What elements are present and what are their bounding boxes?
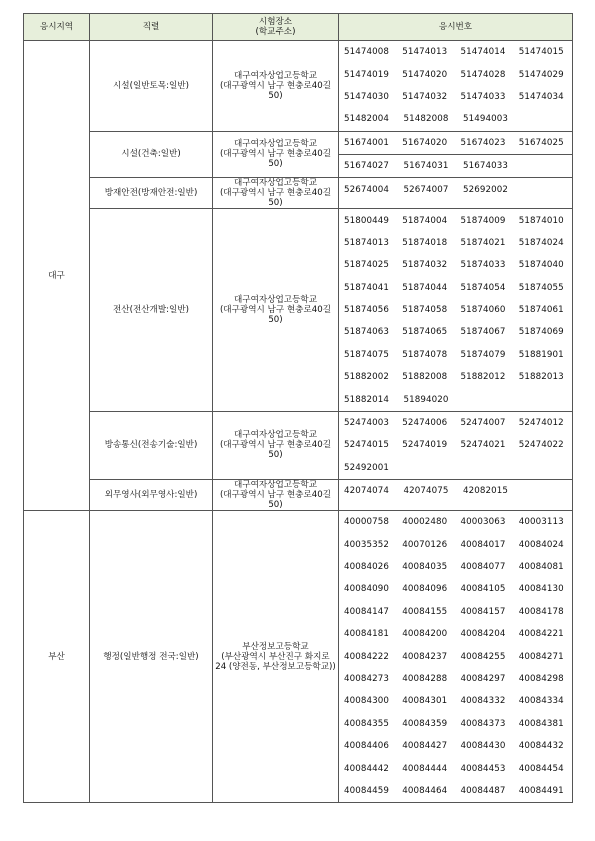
exam-number-row xyxy=(339,601,572,623)
exam-number-row xyxy=(339,254,572,276)
job-cell: 외무영사(외무영사:일반) xyxy=(90,480,213,511)
exam-number: 51474020 xyxy=(402,69,448,80)
exam-number: 40084221 xyxy=(518,629,564,640)
exam-number: 40003113 xyxy=(518,517,564,528)
exam-number: 51674033 xyxy=(463,161,509,172)
exam-number: 52674004 xyxy=(344,184,390,195)
exam-number: 42074075 xyxy=(403,486,449,497)
exam-number: 40084155 xyxy=(402,606,448,617)
header-venue: 시험장소 (학교주소) xyxy=(213,14,339,41)
exam-number-row xyxy=(339,277,572,299)
exam-number: 51882012 xyxy=(460,372,506,383)
exam-numbers-cell xyxy=(339,511,573,803)
exam-numbers-cell xyxy=(339,480,573,511)
exam-number-row xyxy=(339,511,572,533)
exam-number-row xyxy=(339,690,572,712)
exam-number: 52474006 xyxy=(402,418,448,429)
exam-number: 52474015 xyxy=(344,440,390,451)
exam-number: 51874067 xyxy=(460,327,506,338)
exam-number: 51674027 xyxy=(344,161,390,172)
exam-number-row xyxy=(339,232,572,254)
table-row xyxy=(24,41,573,132)
exam-number: 52474007 xyxy=(460,418,506,429)
venue-cell xyxy=(213,178,339,209)
exam-number: 51474029 xyxy=(518,69,564,80)
exam-number: 40084017 xyxy=(460,539,506,550)
exam-numbers-cell xyxy=(339,131,573,178)
exam-number: 51874025 xyxy=(344,260,390,271)
exam-number: 51474019 xyxy=(344,69,390,80)
exam-number: 40070126 xyxy=(402,539,448,550)
exam-number: 52692002 xyxy=(463,184,509,195)
exam-number: 51474015 xyxy=(518,47,564,58)
exam-number: 40000758 xyxy=(344,517,390,528)
exam-number: 51474034 xyxy=(518,91,564,102)
exam-number: 40084105 xyxy=(460,584,506,595)
exam-number: 51882002 xyxy=(344,372,390,383)
exam-number-row xyxy=(339,757,572,779)
exam-number: 51674031 xyxy=(403,161,449,172)
job-cell: 시설(건축:일반) xyxy=(90,131,213,178)
exam-number: 51874069 xyxy=(518,327,564,338)
exam-number: 40084381 xyxy=(518,718,564,729)
exam-number: 40084077 xyxy=(460,562,506,572)
exam-number: 51874013 xyxy=(344,237,390,248)
exam-number: 51874075 xyxy=(344,349,390,360)
exam-number: 51874010 xyxy=(518,215,564,226)
exam-venue-table xyxy=(23,13,573,803)
exam-number: 40084355 xyxy=(344,718,390,729)
exam-number: 51881901 xyxy=(518,349,564,360)
job-cell: 행정(일반행정 전국:일반) xyxy=(90,511,213,803)
exam-number: 40084096 xyxy=(402,584,448,595)
exam-number-row xyxy=(339,434,572,456)
job-cell: 시설(일반토목:일반) xyxy=(90,41,213,132)
exam-number: 51874041 xyxy=(344,282,390,293)
exam-number: 51874063 xyxy=(344,327,390,338)
exam-number: 40084464 xyxy=(402,785,448,796)
exam-number: 51882014 xyxy=(344,394,390,405)
exam-numbers-cell xyxy=(339,411,573,479)
exam-number-row xyxy=(339,366,572,388)
exam-number-row xyxy=(339,388,572,410)
exam-number: 40084081 xyxy=(518,562,564,572)
exam-number: 51674023 xyxy=(460,137,506,148)
exam-number-row xyxy=(339,556,572,578)
exam-number: 40084255 xyxy=(460,651,506,662)
exam-number: 40084432 xyxy=(518,741,564,752)
exam-number: 51874055 xyxy=(518,282,564,293)
exam-number: 51874018 xyxy=(402,237,448,248)
exam-number: 51494003 xyxy=(463,114,509,125)
exam-number: 40084297 xyxy=(460,673,506,684)
exam-number-row xyxy=(339,41,572,63)
exam-number: 51874058 xyxy=(402,305,448,316)
exam-number: 51874009 xyxy=(460,215,506,226)
exam-numbers-cell xyxy=(339,41,573,132)
header-region: 응시지역 xyxy=(24,14,90,41)
exam-number: 51800449 xyxy=(344,215,390,226)
table-row xyxy=(24,411,573,479)
exam-number: 51874021 xyxy=(460,237,506,248)
exam-number: 40084359 xyxy=(402,718,448,729)
exam-number-row xyxy=(339,344,572,366)
venue-cell xyxy=(213,411,339,479)
exam-number: 40084298 xyxy=(518,673,564,684)
exam-number: 40084147 xyxy=(344,606,390,617)
venue-cell xyxy=(213,41,339,132)
exam-number: 40084427 xyxy=(402,741,448,752)
header-job: 직렬 xyxy=(90,14,213,41)
exam-number: 40084200 xyxy=(402,629,448,640)
exam-number: 51874024 xyxy=(518,237,564,248)
exam-number: 40084442 xyxy=(344,763,390,774)
table-row xyxy=(24,178,573,209)
job-cell: 방재안전(방재안전:일반) xyxy=(90,178,213,209)
exam-number: 40084026 xyxy=(344,562,390,572)
job-cell: 전산(전산개발:일반) xyxy=(90,209,213,412)
exam-number: 51874065 xyxy=(402,327,448,338)
exam-number: 51474030 xyxy=(344,91,390,102)
exam-number: 40084454 xyxy=(518,763,564,774)
table-row xyxy=(24,209,573,412)
venue-text: 대구여자상업고등학교 (대구광역시 남구 현충로40길 50) xyxy=(219,178,332,209)
exam-number: 40084301 xyxy=(402,696,448,707)
exam-number-row xyxy=(339,321,572,343)
exam-number-row xyxy=(339,86,572,108)
exam-number: 40084178 xyxy=(518,606,564,617)
table-body xyxy=(24,41,573,803)
exam-number: 40084273 xyxy=(344,673,390,684)
exam-number: 52474021 xyxy=(460,440,506,451)
venue-text: 대구여자상업고등학교 (대구광역시 남구 현충로40길 50) xyxy=(219,480,332,511)
exam-number-row xyxy=(339,668,572,690)
exam-number: 40084130 xyxy=(518,584,564,595)
exam-number: 40084157 xyxy=(460,606,506,617)
exam-number: 40084332 xyxy=(460,696,506,707)
venue-text: 대구여자상업고등학교 (대구광역시 남구 현충로40길 50) xyxy=(219,295,332,326)
venue-text: 부산정보고등학교 (부산광역시 부산진구 화지로 24 (양전동, 부산정보고등학교)) xyxy=(215,641,336,672)
exam-number-row xyxy=(339,108,572,130)
exam-number: 40084288 xyxy=(402,673,448,684)
exam-number: 52474019 xyxy=(402,440,448,451)
exam-number-row xyxy=(339,735,572,757)
exam-number: 40084035 xyxy=(402,562,448,572)
header-numbers: 응시번호 xyxy=(339,14,573,41)
exam-number: 51474008 xyxy=(344,47,390,58)
exam-number: 40002480 xyxy=(402,517,448,528)
exam-number: 51882008 xyxy=(402,372,448,383)
exam-number: 40084459 xyxy=(344,785,390,796)
exam-number: 40084406 xyxy=(344,741,390,752)
exam-number: 40003063 xyxy=(460,517,506,528)
exam-number: 40084300 xyxy=(344,696,390,707)
exam-number: 52474022 xyxy=(518,440,564,451)
exam-number: 40084430 xyxy=(460,741,506,752)
exam-number: 51874033 xyxy=(460,260,506,271)
exam-number: 40084024 xyxy=(518,539,564,550)
exam-number-row xyxy=(339,457,572,479)
venue-cell xyxy=(213,131,339,178)
exam-number-row xyxy=(339,209,572,231)
exam-number: 51674001 xyxy=(344,137,390,148)
exam-number: 51874056 xyxy=(344,305,390,316)
exam-number-row xyxy=(339,412,572,434)
exam-number: 40084181 xyxy=(344,629,390,640)
exam-number: 51874054 xyxy=(460,282,506,293)
exam-number: 51882013 xyxy=(518,372,564,383)
exam-number: 51474033 xyxy=(460,91,506,102)
exam-number: 40084334 xyxy=(518,696,564,707)
exam-number: 40084373 xyxy=(460,718,506,729)
exam-number: 40084237 xyxy=(402,651,448,662)
exam-numbers-cell xyxy=(339,178,573,209)
header-row xyxy=(24,14,573,41)
venue-cell xyxy=(213,480,339,511)
exam-number: 51874061 xyxy=(518,305,564,316)
exam-number-row xyxy=(339,63,572,85)
exam-number: 40084453 xyxy=(460,763,506,774)
exam-number: 51874040 xyxy=(518,260,564,271)
exam-number-row xyxy=(339,132,572,155)
region-cell: 부산 xyxy=(24,511,90,803)
exam-number-row xyxy=(339,480,572,502)
exam-number: 51674020 xyxy=(402,137,448,148)
exam-number: 40084444 xyxy=(402,763,448,774)
region-cell: 대구 xyxy=(24,41,90,511)
exam-number: 51474028 xyxy=(460,69,506,80)
exam-number: 51482008 xyxy=(403,114,449,125)
venue-text: 대구여자상업고등학교 (대구광역시 남구 현충로40길 50) xyxy=(219,139,332,170)
venue-cell xyxy=(213,511,339,803)
job-cell: 방송통신(전송기술:일반) xyxy=(90,411,213,479)
exam-number: 52474003 xyxy=(344,418,390,429)
exam-number: 40084090 xyxy=(344,584,390,595)
table-row xyxy=(24,511,573,803)
exam-number: 51874032 xyxy=(402,260,448,271)
exam-number-row xyxy=(339,645,572,667)
exam-number: 42074074 xyxy=(344,486,390,497)
exam-number-row xyxy=(339,299,572,321)
exam-number: 51674025 xyxy=(518,137,564,148)
exam-number: 40084487 xyxy=(460,785,506,796)
exam-number: 51482004 xyxy=(344,114,390,125)
exam-number: 51874060 xyxy=(460,305,506,316)
exam-number: 40084204 xyxy=(460,629,506,640)
exam-number: 40084491 xyxy=(518,785,564,796)
exam-number-row xyxy=(339,578,572,600)
exam-number-row xyxy=(339,713,572,735)
exam-number: 52474012 xyxy=(518,418,564,429)
exam-number: 52492001 xyxy=(344,462,390,473)
exam-number: 51874004 xyxy=(402,215,448,226)
exam-number: 51474014 xyxy=(460,47,506,58)
exam-number-row xyxy=(339,533,572,555)
exam-number: 42082015 xyxy=(463,486,509,497)
exam-number-row xyxy=(339,780,572,802)
exam-number: 51474032 xyxy=(402,91,448,102)
exam-number: 40084222 xyxy=(344,651,390,662)
exam-number: 40035352 xyxy=(344,539,390,550)
exam-number: 51874079 xyxy=(460,349,506,360)
exam-numbers-cell xyxy=(339,209,573,412)
exam-number: 51874078 xyxy=(402,349,448,360)
table-row xyxy=(24,480,573,511)
exam-number-row xyxy=(339,155,572,177)
exam-number: 51894020 xyxy=(403,394,449,405)
exam-number: 40084271 xyxy=(518,651,564,662)
exam-number-row xyxy=(339,623,572,645)
exam-number: 52674007 xyxy=(403,184,449,195)
venue-text: 대구여자상업고등학교 (대구광역시 남구 현충로40길 50) xyxy=(219,70,332,101)
exam-number: 51874044 xyxy=(402,282,448,293)
table-row xyxy=(24,131,573,178)
venue-cell xyxy=(213,209,339,412)
venue-text: 대구여자상업고등학교 (대구광역시 남구 현충로40길 50) xyxy=(219,430,332,461)
exam-number-row xyxy=(339,178,572,200)
exam-number: 51474013 xyxy=(402,47,448,58)
